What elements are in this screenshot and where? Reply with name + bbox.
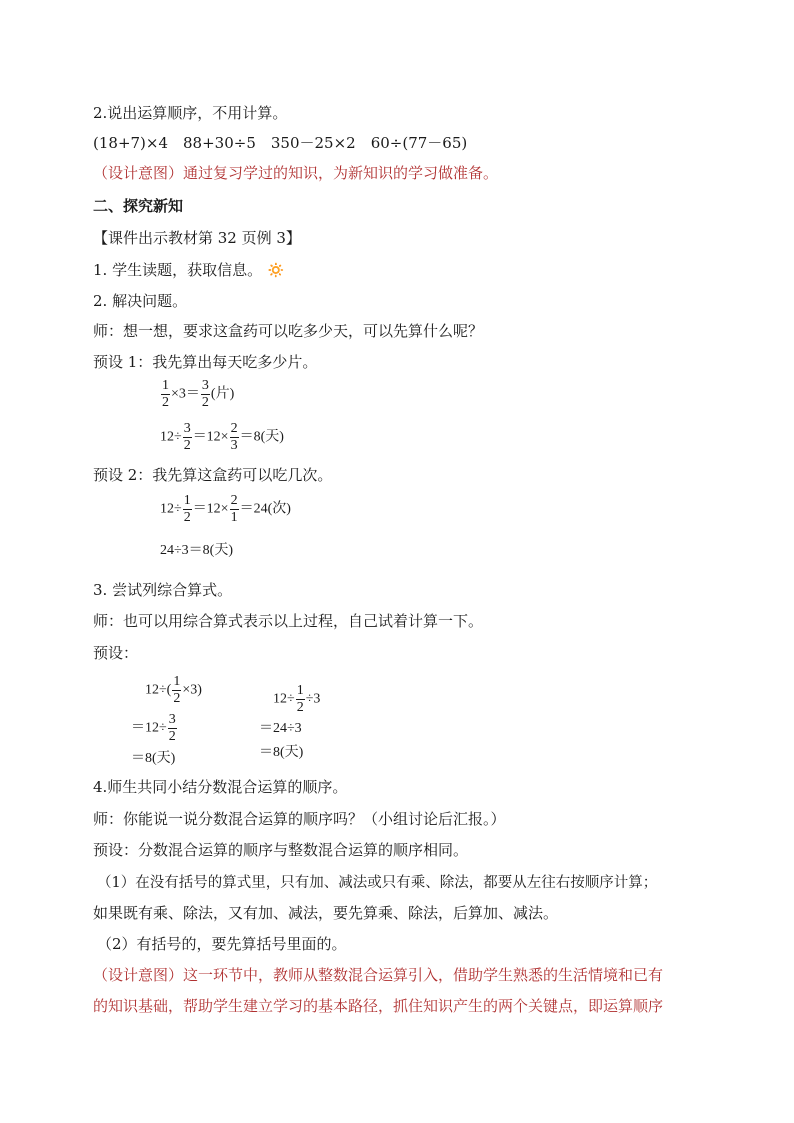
fraction: $\frac{3}{2}$: [183, 421, 191, 453]
text-line: 4.师生共同小结分数混合运算的顺序。: [93, 778, 348, 796]
text-line: 1. 学生读题，获取信息。 🔅: [93, 261, 286, 279]
fraction: $\frac{1}{2}$: [173, 674, 181, 706]
fraction: $\frac{3}{2}$: [201, 378, 209, 410]
solution-b-step-2: ＝24÷3: [259, 721, 302, 736]
section-heading: 二、探究新知: [93, 197, 184, 215]
fraction: $\frac{2}{1}$: [230, 493, 238, 525]
fraction: $\frac{1}{2}$: [162, 378, 169, 410]
text-line: 师：也可以用综合算式表示以上过程，自己试着计算一下。: [93, 612, 484, 630]
fraction: $\frac{1}{2}$: [296, 683, 304, 715]
text-line: （2）有括号的，要先算括号里面的。: [97, 935, 347, 953]
fraction: $\frac{3}{2}$: [168, 712, 176, 744]
design-intent-line: 的知识基础，帮助学生建立学习的基本路径，抓住知识产生的两个关键点，即运算顺序: [93, 997, 664, 1015]
formula-3: 12÷ $\frac{1}{2}$ ＝12× $\frac{2}{1}$ ＝24(次): [160, 493, 291, 525]
text-line: 3. 尝试列综合算式。: [93, 581, 233, 599]
text-line: 预设 2：我先算这盒药可以吃几次。: [93, 466, 333, 484]
stray-mark: 🔅: [266, 261, 286, 279]
fraction: $\frac{1}{2}$: [183, 493, 191, 525]
text-line: (18+7)×4 88+30÷5 350－25×2 60÷(77－65): [93, 134, 468, 152]
text-line: 预设 1：我先算出每天吃多少片。: [93, 353, 318, 371]
solution-b-step-3: ＝8(天): [259, 745, 304, 760]
formula-2: 12÷ $\frac{3}{2}$ ＝12× $\frac{2}{3}$ ＝8(天): [160, 421, 284, 453]
text-line: 师：你能说一说分数混合运算的顺序吗？（小组讨论后汇报。）: [93, 810, 506, 828]
text-line: 如果既有乘、除法，又有加、减法，要先算乘、除法，后算加、减法。: [93, 904, 559, 922]
solution-a-step-3: ＝8(天): [131, 751, 176, 766]
solution-a-step-1: 12÷( $\frac{1}{2}$ ×3): [145, 674, 202, 706]
solution-b-step-1: 12÷ $\frac{1}{2}$ ÷3: [273, 683, 321, 715]
text-line: （1）在没有括号的算式里，只有加、减法或只有乘、除法，都要从左往右按顺序计算；: [97, 875, 658, 891]
text-line: 预设：: [93, 644, 139, 662]
formula-1: $\frac{1}{2}$ ×3＝ $\frac{3}{2}$ (片): [162, 378, 235, 410]
formula-4: 24÷3＝8(天): [160, 543, 234, 558]
text-line: 师：想一想，要求这盒药可以吃多少天，可以先算什么呢？: [93, 322, 484, 340]
solution-a-step-2: ＝12÷ $\frac{3}{2}$: [131, 712, 176, 744]
fraction: $\frac{2}{3}$: [230, 421, 238, 453]
text-line: 2. 解决问题。: [93, 292, 188, 310]
design-intent-line: （设计意图）通过复习学过的知识，为新知识的学习做准备。: [93, 164, 499, 182]
design-intent-line: （设计意图）这一环节中，教师从整数混合运算引入，借助学生熟悉的生活情境和已有: [93, 966, 664, 984]
text-line: 2.说出运算顺序，不用计算。: [93, 104, 288, 122]
text-line: 【课件出示教材第 32 页例 3】: [93, 229, 301, 247]
text-line: 预设：分数混合运算的顺序与整数混合运算的顺序相同。: [93, 841, 469, 859]
